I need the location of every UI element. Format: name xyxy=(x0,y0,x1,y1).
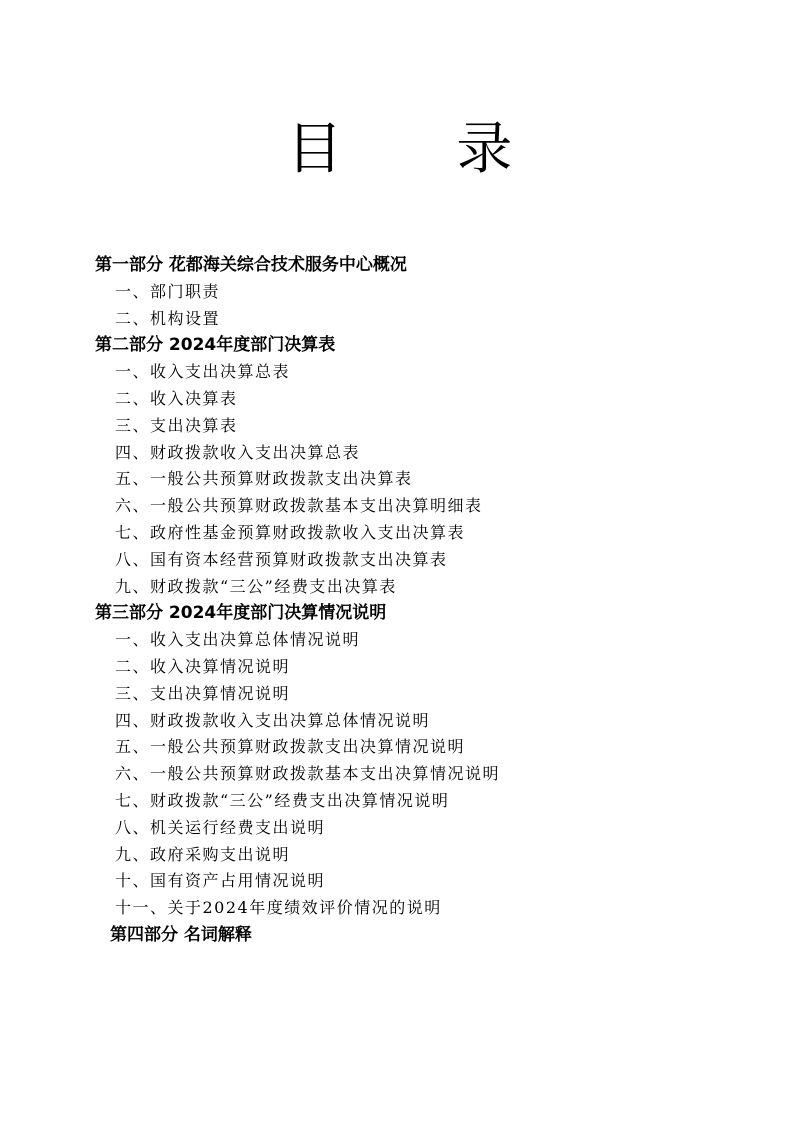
toc-part-heading: 第四部分 名词解释 xyxy=(110,925,252,945)
toc-item: 五、一般公共预算财政拨款支出决算情况说明 xyxy=(115,737,466,757)
toc-item: 六、一般公共预算财政拨款基本支出决算情况说明 xyxy=(115,764,501,784)
toc-item: 九、财政拨款“三公”经费支出决算表 xyxy=(115,576,397,596)
toc-item: 七、政府性基金预算财政拨款收入支出决算表 xyxy=(115,523,466,542)
toc-item: 八、机关运行经费支出说明 xyxy=(115,817,326,837)
toc-item: 三、支出决算情况说明 xyxy=(115,683,291,703)
toc-item: 一、收入支出决算总表 xyxy=(115,362,291,382)
toc-item: 二、收入决算情况说明 xyxy=(115,657,291,676)
toc-item: 八、国有资本经营预算财政拨款支出决算表 xyxy=(115,549,448,569)
toc-item: 四、财政拨款收入支出决算总表 xyxy=(115,442,361,462)
toc-item: 五、一般公共预算财政拨款支出决算表 xyxy=(115,469,413,489)
toc-part-heading: 第三部分 2024年度部门决算情况说明 xyxy=(95,603,387,624)
toc-item: 一、收入支出决算总体情况说明 xyxy=(115,630,361,650)
toc-item: 二、收入决算表 xyxy=(115,389,238,408)
toc-part-heading: 第一部分 花都海关综合技术服务中心概况 xyxy=(95,255,407,275)
toc-item: 十一、关于2024年度绩效评价情况的说明 xyxy=(115,898,442,918)
toc-item: 六、一般公共预算财政拨款基本支出决算明细表 xyxy=(115,496,483,516)
toc-item: 七、财政拨款“三公”经费支出决算情况说明 xyxy=(115,791,450,810)
toc-item: 十、国有资产占用情况说明 xyxy=(115,871,326,891)
toc-part-heading: 第二部分 2024年度部门决算表 xyxy=(95,335,336,356)
toc-item: 一、部门职责 xyxy=(115,281,221,301)
page-title: 目 录 xyxy=(286,117,561,182)
toc-item: 四、财政拨款收入支出决算总体情况说明 xyxy=(115,710,431,730)
toc-item: 二、机构设置 xyxy=(115,308,221,328)
toc-item: 九、政府采购支出说明 xyxy=(115,844,291,864)
toc-item: 三、支出决算表 xyxy=(115,415,238,435)
